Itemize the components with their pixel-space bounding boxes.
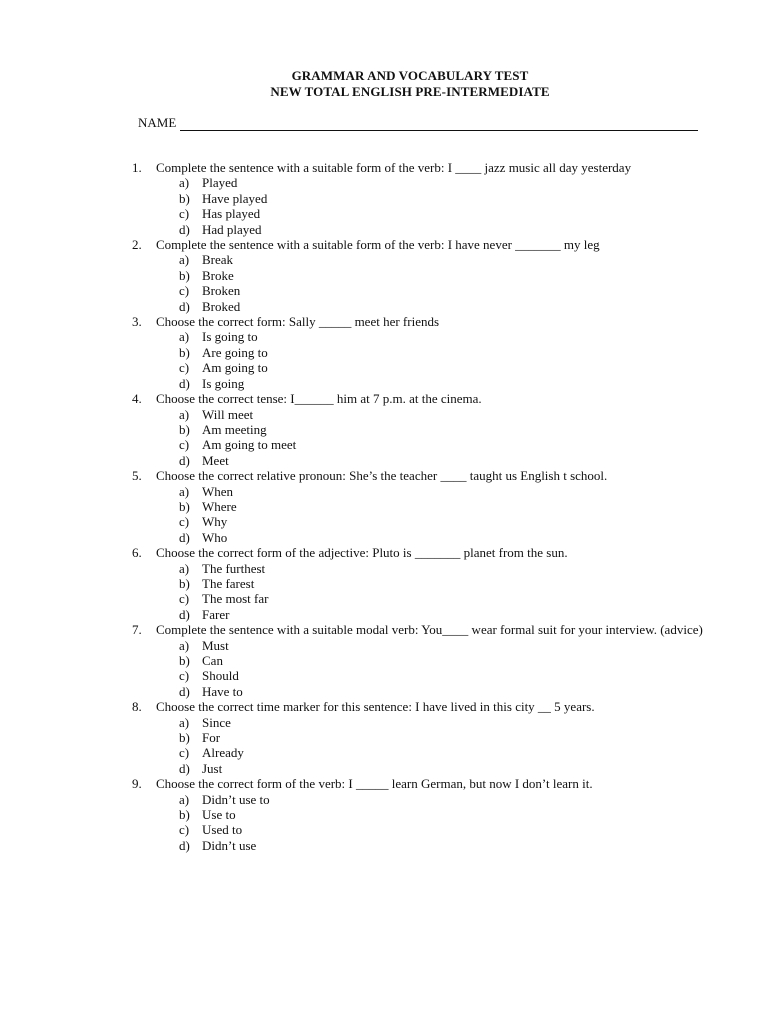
option-letter: d) [179, 375, 190, 391]
answer-option[interactable] [179, 591, 768, 606]
option-letter: b) [179, 190, 190, 206]
option-letter: c) [179, 360, 190, 376]
question-item [0, 160, 768, 237]
option-text: Am going to meet [202, 437, 297, 453]
option-letter: a) [179, 329, 190, 345]
option-letter: d) [179, 837, 190, 853]
question-number: 9. [132, 776, 142, 792]
option-letter: b) [179, 807, 190, 823]
option-letter: a) [179, 637, 190, 653]
question-item [0, 468, 768, 545]
answer-option[interactable] [179, 668, 768, 683]
option-text: Should [202, 668, 239, 684]
option-letter: a) [179, 791, 190, 807]
answer-option[interactable] [179, 715, 768, 730]
answer-option[interactable] [179, 283, 768, 298]
question-item [0, 776, 768, 853]
answer-option[interactable] [179, 684, 768, 699]
answer-option[interactable] [179, 638, 768, 653]
answer-option[interactable] [179, 484, 768, 499]
question-item [0, 699, 768, 776]
question-number: 8. [132, 699, 142, 715]
option-letter: a) [179, 714, 190, 730]
answer-option[interactable] [179, 653, 768, 668]
test-title: GRAMMAR AND VOCABULARY TEST [291, 68, 529, 83]
option-text: Have played [202, 190, 268, 206]
option-text: Broke [202, 267, 234, 283]
option-letter: b) [179, 267, 190, 283]
answer-option[interactable] [179, 761, 768, 776]
option-letter: d) [179, 760, 190, 776]
question-number: 4. [132, 391, 142, 407]
question-item [0, 545, 768, 622]
option-letter: b) [179, 653, 190, 668]
option-letter: a) [179, 175, 190, 191]
option-text: Will meet [202, 406, 254, 422]
question-text: Choose the correct form: Sally _____ meet her friends [156, 314, 440, 330]
option-text: Is going to [202, 329, 258, 345]
question-item [0, 622, 768, 699]
option-text: Who [202, 529, 228, 545]
name-field-row [138, 115, 698, 131]
question-number: 5. [132, 468, 142, 484]
option-text: For [202, 730, 221, 746]
option-text: When [202, 483, 234, 499]
answer-option[interactable] [179, 822, 768, 837]
test-subtitle: NEW TOTAL ENGLISH PRE-INTERMEDIATE [270, 84, 550, 99]
option-text: The farest [202, 575, 255, 591]
option-text: Played [202, 175, 238, 191]
name-label: NAME [138, 115, 177, 130]
option-text: Am meeting [202, 421, 267, 437]
option-text: Didn’t use to [202, 791, 270, 807]
answer-option[interactable] [179, 576, 768, 591]
question-list [0, 160, 768, 853]
answer-option[interactable] [179, 530, 768, 545]
question-text: Complete the sentence with a suitable form of the verb: I have never _______ my leg [156, 237, 600, 253]
option-text: Had played [202, 221, 262, 237]
answer-option[interactable] [179, 252, 768, 267]
option-letter: c) [179, 668, 190, 684]
option-text: Must [202, 637, 229, 653]
answer-option[interactable] [179, 360, 768, 375]
option-letter: a) [179, 483, 190, 499]
option-letter: c) [179, 437, 190, 453]
question-text: Complete the sentence with a suitable form of the verb: I ____ jazz music all day yesterday [156, 160, 632, 175]
answer-option[interactable] [179, 376, 768, 391]
question-text: Complete the sentence with a suitable modal verb: You____ wear formal suit for your interview. (advice) [156, 622, 703, 638]
option-letter: a) [179, 252, 190, 268]
option-text: Am going to [202, 360, 268, 376]
answer-option[interactable] [179, 730, 768, 745]
option-letter: c) [179, 591, 190, 607]
option-text: Where [202, 498, 237, 514]
option-text: Already [202, 745, 244, 761]
answer-option[interactable] [179, 222, 768, 237]
option-text: Since [202, 714, 231, 730]
option-text: Meet [202, 452, 229, 468]
answer-option[interactable] [179, 175, 768, 190]
answer-option[interactable] [179, 329, 768, 344]
answer-option[interactable] [179, 561, 768, 576]
answer-option[interactable] [179, 206, 768, 221]
option-text: Can [202, 653, 223, 668]
option-text: Used to [202, 822, 243, 838]
option-text: Just [202, 760, 223, 776]
option-letter: c) [179, 822, 190, 838]
option-text: Broken [202, 283, 241, 299]
answer-option[interactable] [179, 407, 768, 422]
question-number: 3. [132, 314, 142, 330]
option-letter: d) [179, 683, 190, 699]
question-item [0, 391, 768, 468]
question-text: Choose the correct tense: I______ him at 7 p.m. at the cinema. [156, 391, 482, 407]
answer-option[interactable] [179, 607, 768, 622]
option-letter: c) [179, 283, 190, 299]
option-text: Have to [202, 683, 243, 699]
answer-option[interactable] [179, 499, 768, 514]
option-letter: b) [179, 498, 190, 514]
answer-option[interactable] [179, 453, 768, 468]
option-letter: d) [179, 298, 190, 314]
question-number: 7. [132, 622, 142, 638]
option-text: The most far [202, 591, 269, 607]
answer-option[interactable] [179, 807, 768, 822]
answer-option[interactable] [179, 191, 768, 206]
question-number: 1. [132, 160, 142, 175]
question-text: Choose the correct time marker for this sentence: I have lived in this city __ 5 years. [156, 699, 595, 715]
option-text: Didn’t use [202, 837, 257, 853]
answer-option[interactable] [179, 299, 768, 314]
option-text: The furthest [202, 560, 266, 576]
option-letter: a) [179, 560, 190, 576]
question-item [0, 314, 768, 391]
option-letter: c) [179, 206, 190, 222]
option-text: Are going to [202, 344, 268, 360]
question-item [0, 237, 768, 314]
name-blank-line[interactable] [180, 118, 698, 131]
answer-option[interactable] [179, 792, 768, 807]
option-text: Farer [202, 606, 230, 622]
option-letter: d) [179, 606, 190, 622]
question-number: 2. [132, 237, 142, 253]
answer-option[interactable] [179, 838, 768, 853]
option-text: Use to [202, 807, 236, 823]
option-letter: a) [179, 406, 190, 422]
answer-option[interactable] [179, 514, 768, 529]
option-letter: c) [179, 745, 190, 761]
option-text: Broked [202, 298, 241, 314]
answer-option[interactable] [179, 422, 768, 437]
answer-option[interactable] [179, 437, 768, 452]
answer-option[interactable] [179, 345, 768, 360]
option-letter: d) [179, 529, 190, 545]
question-text: Choose the correct form of the adjective: Pluto is _______ planet from the sun. [156, 545, 568, 561]
question-text: Choose the correct relative pronoun: She’s the teacher ____ taught us English t school. [156, 468, 608, 484]
answer-option[interactable] [179, 268, 768, 283]
option-letter: b) [179, 730, 190, 746]
option-text: Is going [202, 375, 245, 391]
option-letter: b) [179, 344, 190, 360]
answer-option[interactable] [179, 745, 768, 760]
option-letter: b) [179, 575, 190, 591]
option-letter: d) [179, 221, 190, 237]
option-text: Break [202, 252, 234, 268]
option-text: Has played [202, 206, 261, 222]
option-text: Why [202, 514, 228, 530]
question-text: Choose the correct form of the verb: I _____ learn German, but now I don’t learn it. [156, 776, 593, 792]
question-number: 6. [132, 545, 142, 561]
option-letter: b) [179, 421, 190, 437]
option-letter: c) [179, 514, 190, 530]
option-letter: d) [179, 452, 190, 468]
